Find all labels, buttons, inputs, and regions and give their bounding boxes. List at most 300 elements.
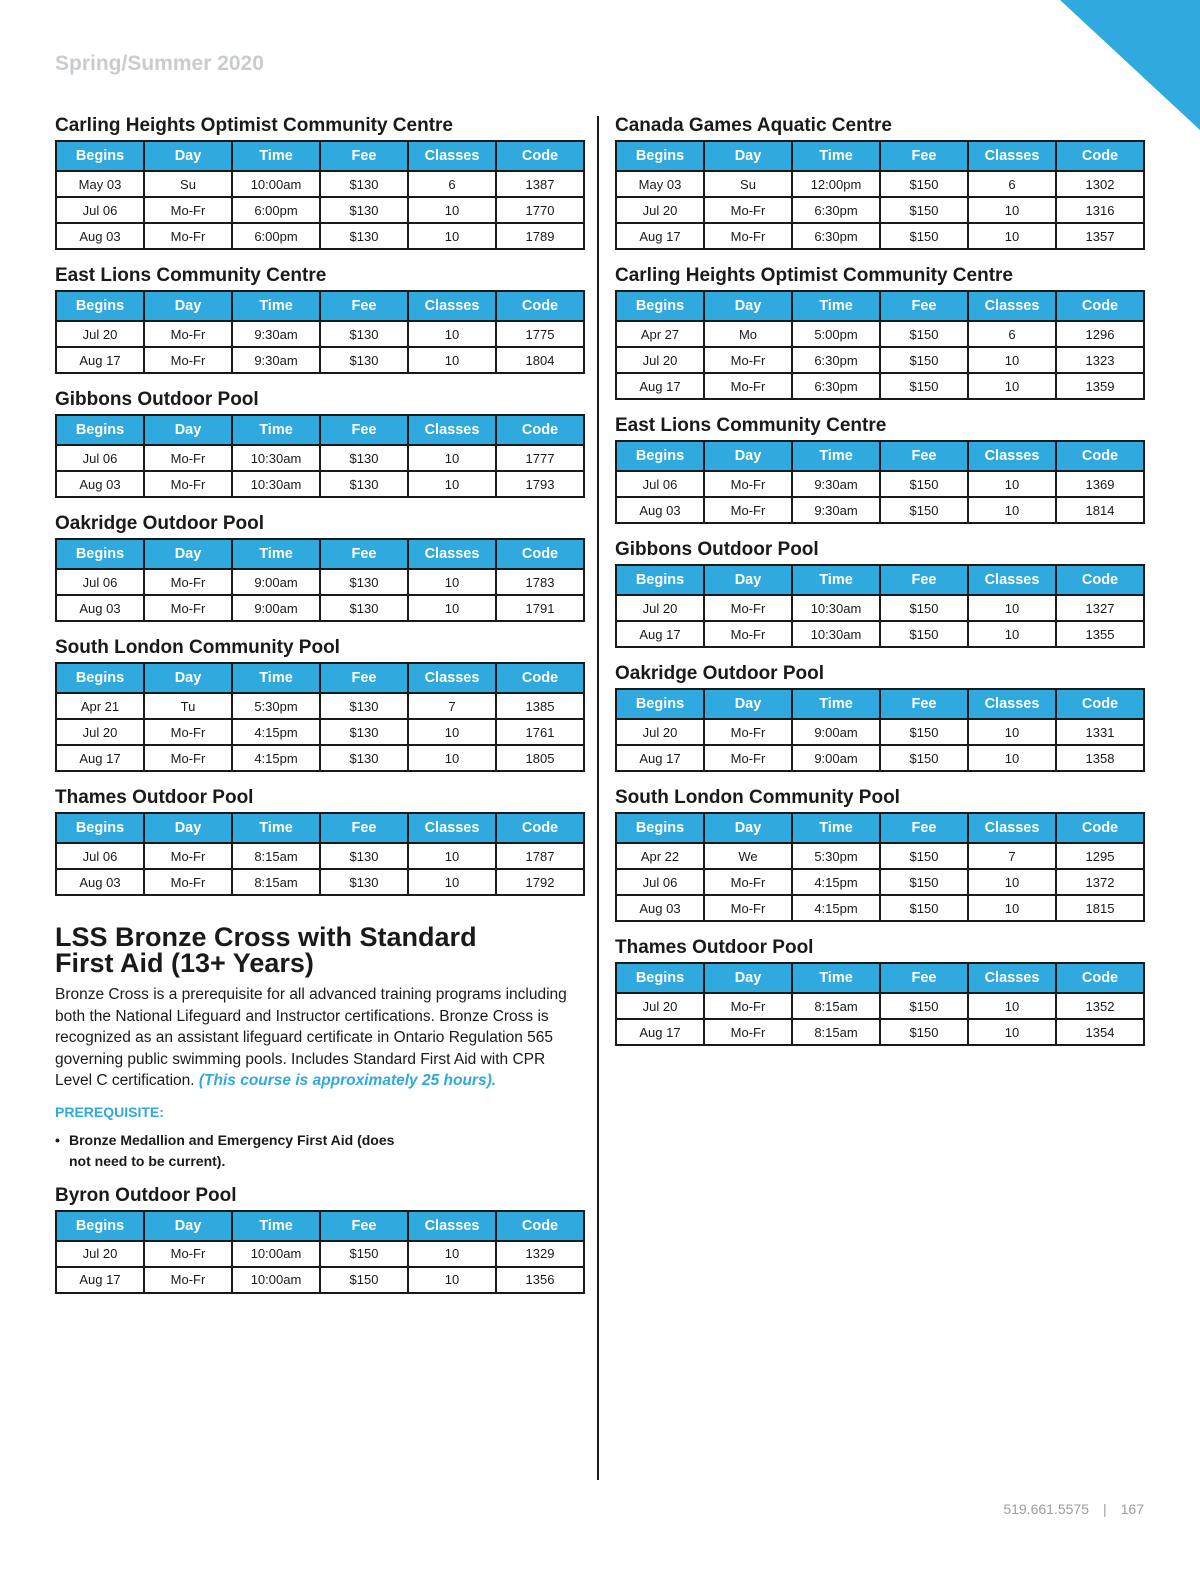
- table-cell: 10: [968, 497, 1056, 523]
- table-cell: 10: [408, 471, 496, 497]
- table-cell: 1323: [1056, 347, 1144, 373]
- table-cell: Jul 06: [56, 843, 144, 869]
- table-cell: Aug 03: [616, 895, 704, 921]
- table-cell: 10: [408, 197, 496, 223]
- column-header: Begins: [616, 813, 704, 843]
- table-cell: 6:00pm: [232, 223, 320, 249]
- schedule-table: [615, 564, 1145, 648]
- table-cell: 8:15am: [232, 869, 320, 895]
- table-cell: 7: [408, 693, 496, 719]
- table-cell: 10:00am: [232, 1267, 320, 1293]
- location-title: Oakridge Outdoor Pool: [55, 513, 265, 534]
- table-cell: $130: [320, 745, 408, 771]
- table-cell: Mo-Fr: [144, 595, 232, 621]
- table-cell: $130: [320, 171, 408, 197]
- column-header: Day: [144, 663, 232, 693]
- column-header: Time: [792, 565, 880, 595]
- table-row: [56, 1267, 584, 1293]
- page-number: 167: [1120, 1501, 1144, 1517]
- table-cell: 9:30am: [792, 497, 880, 523]
- table-cell: 8:15am: [792, 1019, 880, 1045]
- table-header-row: [56, 291, 584, 321]
- course-duration-note: (This course is approximately 25 hours).: [198, 1072, 497, 1090]
- table-cell: $130: [320, 693, 408, 719]
- column-header: Fee: [320, 663, 408, 693]
- table-cell: $150: [880, 719, 968, 745]
- column-header: Fee: [880, 291, 968, 321]
- table-cell: 9:00am: [232, 569, 320, 595]
- column-header: Begins: [616, 963, 704, 993]
- table-row: [616, 321, 1144, 347]
- table-cell: 1805: [496, 745, 584, 771]
- table-cell: 4:15pm: [232, 745, 320, 771]
- table-cell: Jul 06: [56, 569, 144, 595]
- course-block: [55, 924, 585, 1294]
- table-cell: Aug 03: [56, 471, 144, 497]
- table-cell: Mo-Fr: [144, 197, 232, 223]
- table-cell: 7: [968, 843, 1056, 869]
- table-cell: $150: [320, 1267, 408, 1293]
- table-cell: 4:15pm: [792, 869, 880, 895]
- column-header: Begins: [616, 565, 704, 595]
- table-cell: 10: [968, 347, 1056, 373]
- table-cell: 10:30am: [232, 471, 320, 497]
- table-cell: Tu: [144, 693, 232, 719]
- location-title: Thames Outdoor Pool: [615, 937, 814, 958]
- schedule-table: [615, 688, 1145, 772]
- table-cell: Mo-Fr: [704, 223, 792, 249]
- table-cell: Mo-Fr: [704, 621, 792, 647]
- location-title: South London Community Pool: [55, 637, 340, 658]
- course-title: [55, 924, 585, 976]
- table-cell: 1793: [496, 471, 584, 497]
- footer-separator: |: [1103, 1501, 1107, 1517]
- column-header: Fee: [880, 441, 968, 471]
- table-cell: Apr 21: [56, 693, 144, 719]
- table-cell: Aug 17: [616, 373, 704, 399]
- column-header: Classes: [408, 1211, 496, 1241]
- location-title: South London Community Pool: [615, 787, 900, 808]
- column-header: Code: [1056, 441, 1144, 471]
- table-row: [56, 321, 584, 347]
- table-cell: 4:15pm: [232, 719, 320, 745]
- table-cell: Jul 20: [616, 595, 704, 621]
- prerequisite-label: PREREQUISITE:: [55, 1103, 164, 1120]
- table-cell: Jul 20: [616, 719, 704, 745]
- column-header: Fee: [880, 813, 968, 843]
- column-header: Fee: [320, 1211, 408, 1241]
- course-title-line2: First Aid (13+ Years): [55, 948, 314, 978]
- column-header: Day: [144, 539, 232, 569]
- schedule-table: [55, 414, 585, 498]
- schedule-table: [55, 812, 585, 896]
- table-cell: Mo-Fr: [144, 869, 232, 895]
- table-row: [616, 745, 1144, 771]
- column-header: Begins: [56, 141, 144, 171]
- location-title: Gibbons Outdoor Pool: [55, 389, 259, 410]
- column-header: Classes: [408, 539, 496, 569]
- column-header: Begins: [56, 1211, 144, 1241]
- table-row: [56, 745, 584, 771]
- table-cell: Aug 17: [616, 745, 704, 771]
- table-cell: 6:30pm: [792, 347, 880, 373]
- column-header: Fee: [320, 539, 408, 569]
- table-cell: 10: [968, 895, 1056, 921]
- table-header-row: [56, 415, 584, 445]
- table-row: [616, 993, 1144, 1019]
- table-row: [56, 445, 584, 471]
- column-header: Code: [1056, 813, 1144, 843]
- table-row: [56, 471, 584, 497]
- table-cell: 10: [408, 223, 496, 249]
- column-header: Classes: [408, 663, 496, 693]
- table-cell: 6:30pm: [792, 373, 880, 399]
- table-cell: 6: [968, 171, 1056, 197]
- table-cell: Mo-Fr: [704, 471, 792, 497]
- column-header: Code: [1056, 689, 1144, 719]
- table-cell: Jul 20: [56, 1241, 144, 1267]
- column-header: Fee: [880, 565, 968, 595]
- table-row: [616, 197, 1144, 223]
- table-cell: 6:30pm: [792, 197, 880, 223]
- table-cell: $130: [320, 569, 408, 595]
- column-header: Code: [496, 291, 584, 321]
- table-cell: 6:00pm: [232, 197, 320, 223]
- table-cell: Jul 06: [56, 197, 144, 223]
- table-cell: Jul 20: [616, 347, 704, 373]
- table-cell: 6: [968, 321, 1056, 347]
- column-header: Begins: [56, 415, 144, 445]
- table-cell: 10: [408, 1267, 496, 1293]
- schedule-table: [615, 290, 1145, 400]
- column-header: Classes: [968, 565, 1056, 595]
- table-cell: 10: [408, 445, 496, 471]
- table-cell: Jul 20: [616, 993, 704, 1019]
- table-cell: $130: [320, 843, 408, 869]
- table-cell: 10:00am: [232, 171, 320, 197]
- table-header-row: [616, 565, 1144, 595]
- table-cell: Aug 03: [56, 869, 144, 895]
- column-header: Fee: [320, 813, 408, 843]
- table-cell: $150: [880, 471, 968, 497]
- table-cell: 10: [408, 719, 496, 745]
- table-cell: Mo-Fr: [144, 1267, 232, 1293]
- footer-phone: 519.661.5575: [1003, 1501, 1089, 1517]
- column-header: Fee: [880, 141, 968, 171]
- table-cell: 1777: [496, 445, 584, 471]
- column-header: Time: [792, 963, 880, 993]
- column-header: Time: [792, 689, 880, 719]
- table-cell: $130: [320, 197, 408, 223]
- table-cell: Mo-Fr: [144, 347, 232, 373]
- table-cell: Su: [704, 171, 792, 197]
- table-cell: $150: [880, 373, 968, 399]
- column-header: Day: [144, 813, 232, 843]
- table-cell: $130: [320, 719, 408, 745]
- left-column: [55, 112, 585, 1306]
- table-row: [56, 223, 584, 249]
- table-cell: 10: [408, 843, 496, 869]
- table-header-row: [616, 689, 1144, 719]
- table-cell: $150: [880, 197, 968, 223]
- column-header: Begins: [616, 141, 704, 171]
- table-header-row: [616, 141, 1144, 171]
- table-cell: Mo-Fr: [704, 373, 792, 399]
- table-cell: Aug 03: [616, 497, 704, 523]
- column-header: Day: [144, 415, 232, 445]
- table-cell: 10: [968, 719, 1056, 745]
- season-label: Spring/Summer 2020: [55, 52, 264, 75]
- table-cell: $150: [880, 895, 968, 921]
- schedule-table: [615, 440, 1145, 524]
- column-header: Classes: [968, 689, 1056, 719]
- table-cell: 5:30pm: [792, 843, 880, 869]
- table-cell: Aug 17: [56, 745, 144, 771]
- table-cell: Mo-Fr: [704, 1019, 792, 1045]
- table-cell: Mo-Fr: [144, 569, 232, 595]
- table-row: [616, 843, 1144, 869]
- column-header: Classes: [968, 441, 1056, 471]
- table-cell: 1327: [1056, 595, 1144, 621]
- table-row: [616, 497, 1144, 523]
- column-header: Classes: [408, 291, 496, 321]
- column-header: Day: [704, 565, 792, 595]
- corner-accent-triangle: [1060, 0, 1200, 130]
- table-cell: Mo-Fr: [704, 745, 792, 771]
- table-header-row: [56, 813, 584, 843]
- table-cell: 9:00am: [232, 595, 320, 621]
- table-cell: $150: [880, 497, 968, 523]
- table-cell: May 03: [56, 171, 144, 197]
- table-cell: $130: [320, 595, 408, 621]
- table-cell: $150: [880, 621, 968, 647]
- table-row: [56, 347, 584, 373]
- column-header: Time: [232, 539, 320, 569]
- table-cell: Jul 20: [616, 197, 704, 223]
- table-cell: 1387: [496, 171, 584, 197]
- table-header-row: [56, 663, 584, 693]
- column-header: Code: [496, 663, 584, 693]
- table-cell: 5:00pm: [792, 321, 880, 347]
- table-cell: Aug 03: [56, 595, 144, 621]
- column-header: Time: [792, 813, 880, 843]
- column-header: Begins: [616, 441, 704, 471]
- column-header: Fee: [320, 415, 408, 445]
- table-header-row: [616, 963, 1144, 993]
- table-cell: 1804: [496, 347, 584, 373]
- column-header: Begins: [56, 539, 144, 569]
- column-header: Classes: [408, 415, 496, 445]
- table-cell: Mo-Fr: [144, 321, 232, 347]
- column-header: Time: [232, 813, 320, 843]
- column-header: Code: [1056, 565, 1144, 595]
- table-cell: $150: [880, 223, 968, 249]
- table-cell: 8:15am: [232, 843, 320, 869]
- location-title: East Lions Community Centre: [615, 415, 887, 436]
- table-cell: Mo-Fr: [704, 869, 792, 895]
- table-cell: 10:00am: [232, 1241, 320, 1267]
- table-cell: 1787: [496, 843, 584, 869]
- table-cell: 10: [408, 745, 496, 771]
- table-cell: 10: [968, 373, 1056, 399]
- column-header: Begins: [56, 813, 144, 843]
- location-title: Thames Outdoor Pool: [55, 787, 254, 808]
- table-cell: 10: [408, 595, 496, 621]
- table-cell: Mo-Fr: [704, 719, 792, 745]
- table-cell: 4:15pm: [792, 895, 880, 921]
- column-header: Time: [232, 1211, 320, 1241]
- schedule-table: [615, 962, 1145, 1046]
- table-cell: 10: [968, 223, 1056, 249]
- table-cell: Mo-Fr: [704, 595, 792, 621]
- table-row: [616, 869, 1144, 895]
- table-cell: Su: [144, 171, 232, 197]
- table-row: [616, 223, 1144, 249]
- table-cell: 1791: [496, 595, 584, 621]
- table-row: [56, 595, 584, 621]
- table-cell: $150: [880, 1019, 968, 1045]
- column-header: Fee: [320, 291, 408, 321]
- table-cell: 1815: [1056, 895, 1144, 921]
- bullet-icon: •: [55, 1131, 60, 1148]
- table-cell: 8:15am: [792, 993, 880, 1019]
- column-header: Classes: [408, 813, 496, 843]
- table-cell: 1775: [496, 321, 584, 347]
- table-cell: Aug 17: [616, 621, 704, 647]
- column-header: Day: [704, 963, 792, 993]
- table-row: [616, 895, 1144, 921]
- table-cell: 10: [408, 321, 496, 347]
- table-cell: Jul 20: [56, 719, 144, 745]
- column-header: Code: [496, 539, 584, 569]
- table-cell: 1302: [1056, 171, 1144, 197]
- table-cell: 10:30am: [232, 445, 320, 471]
- table-cell: 1358: [1056, 745, 1144, 771]
- table-cell: 1761: [496, 719, 584, 745]
- table-cell: 1296: [1056, 321, 1144, 347]
- table-cell: 10: [408, 869, 496, 895]
- table-cell: 10: [968, 471, 1056, 497]
- table-cell: 9:30am: [232, 347, 320, 373]
- column-header: Time: [792, 291, 880, 321]
- table-cell: Aug 03: [56, 223, 144, 249]
- location-title: Carling Heights Optimist Community Centre: [615, 265, 1013, 286]
- left-schedule-list: [55, 112, 585, 896]
- prerequisite-text: Bronze Medallion and Emergency First Aid (does not need to be current).: [69, 1131, 395, 1169]
- table-cell: $150: [880, 347, 968, 373]
- page-footer: [1003, 1501, 1144, 1517]
- table-cell: $130: [320, 445, 408, 471]
- table-row: [616, 347, 1144, 373]
- table-row: [56, 843, 584, 869]
- table-cell: 1295: [1056, 843, 1144, 869]
- table-row: [616, 471, 1144, 497]
- column-header: Classes: [408, 141, 496, 171]
- table-cell: 1792: [496, 869, 584, 895]
- table-cell: 10: [968, 993, 1056, 1019]
- table-cell: $150: [320, 1241, 408, 1267]
- table-cell: $150: [880, 843, 968, 869]
- prerequisite-item: [55, 1130, 585, 1172]
- table-header-row: [616, 291, 1144, 321]
- course-description: [55, 984, 585, 1092]
- table-header-row: [56, 1211, 584, 1241]
- table-cell: 9:30am: [232, 321, 320, 347]
- table-cell: May 03: [616, 171, 704, 197]
- table-row: [56, 171, 584, 197]
- table-cell: 10: [408, 347, 496, 373]
- column-header: Time: [232, 663, 320, 693]
- table-cell: 12:00pm: [792, 171, 880, 197]
- table-cell: $130: [320, 321, 408, 347]
- table-cell: Mo-Fr: [144, 1241, 232, 1267]
- table-cell: 1814: [1056, 497, 1144, 523]
- table-cell: Apr 22: [616, 843, 704, 869]
- table-row: [56, 719, 584, 745]
- table-cell: $150: [880, 321, 968, 347]
- schedule-table: [55, 1210, 585, 1294]
- right-column: [615, 112, 1145, 1058]
- table-row: [56, 869, 584, 895]
- table-cell: 6: [408, 171, 496, 197]
- table-cell: Mo-Fr: [144, 745, 232, 771]
- table-cell: 1783: [496, 569, 584, 595]
- column-header: Classes: [968, 291, 1056, 321]
- column-header: Time: [232, 291, 320, 321]
- table-cell: Mo-Fr: [704, 347, 792, 373]
- table-header-row: [616, 441, 1144, 471]
- table-cell: 1331: [1056, 719, 1144, 745]
- column-header: Begins: [56, 663, 144, 693]
- table-cell: 10: [408, 569, 496, 595]
- table-row: [616, 373, 1144, 399]
- column-header: Time: [232, 141, 320, 171]
- course-description-text: Bronze Cross is a prerequisite for all advanced training programs including both the National Lifeguard and Instructor certifications. Bronze Cross is recognized as an assistant lifeguard certificate in Ontario Regulation 565 governing public swimming pools. Includes Standard First Aid with CPR Level C certification.: [55, 986, 567, 1090]
- table-cell: 10: [968, 869, 1056, 895]
- table-header-row: [56, 539, 584, 569]
- table-cell: Aug 17: [56, 1267, 144, 1293]
- column-header: Day: [704, 141, 792, 171]
- table-cell: Jul 20: [56, 321, 144, 347]
- table-row: [616, 621, 1144, 647]
- table-cell: 10: [968, 595, 1056, 621]
- table-cell: 10: [968, 621, 1056, 647]
- table-cell: 1355: [1056, 621, 1144, 647]
- column-header: Code: [1056, 963, 1144, 993]
- table-cell: Mo: [704, 321, 792, 347]
- location-title: Canada Games Aquatic Centre: [615, 115, 892, 136]
- column-header: Begins: [616, 291, 704, 321]
- column-header: Code: [496, 1211, 584, 1241]
- table-cell: 10: [968, 745, 1056, 771]
- table-cell: 10:30am: [792, 621, 880, 647]
- table-cell: Mo-Fr: [704, 497, 792, 523]
- schedule-table: [615, 140, 1145, 250]
- column-header: Classes: [968, 963, 1056, 993]
- column-header: Fee: [880, 689, 968, 719]
- schedule-table: [55, 290, 585, 374]
- column-header: Day: [144, 1211, 232, 1241]
- table-cell: 10: [408, 1241, 496, 1267]
- column-header: Code: [496, 415, 584, 445]
- table-cell: 9:00am: [792, 745, 880, 771]
- table-cell: 10:30am: [792, 595, 880, 621]
- table-cell: 1372: [1056, 869, 1144, 895]
- column-header: Code: [496, 813, 584, 843]
- table-row: [616, 1019, 1144, 1045]
- table-cell: 1354: [1056, 1019, 1144, 1045]
- table-cell: $130: [320, 471, 408, 497]
